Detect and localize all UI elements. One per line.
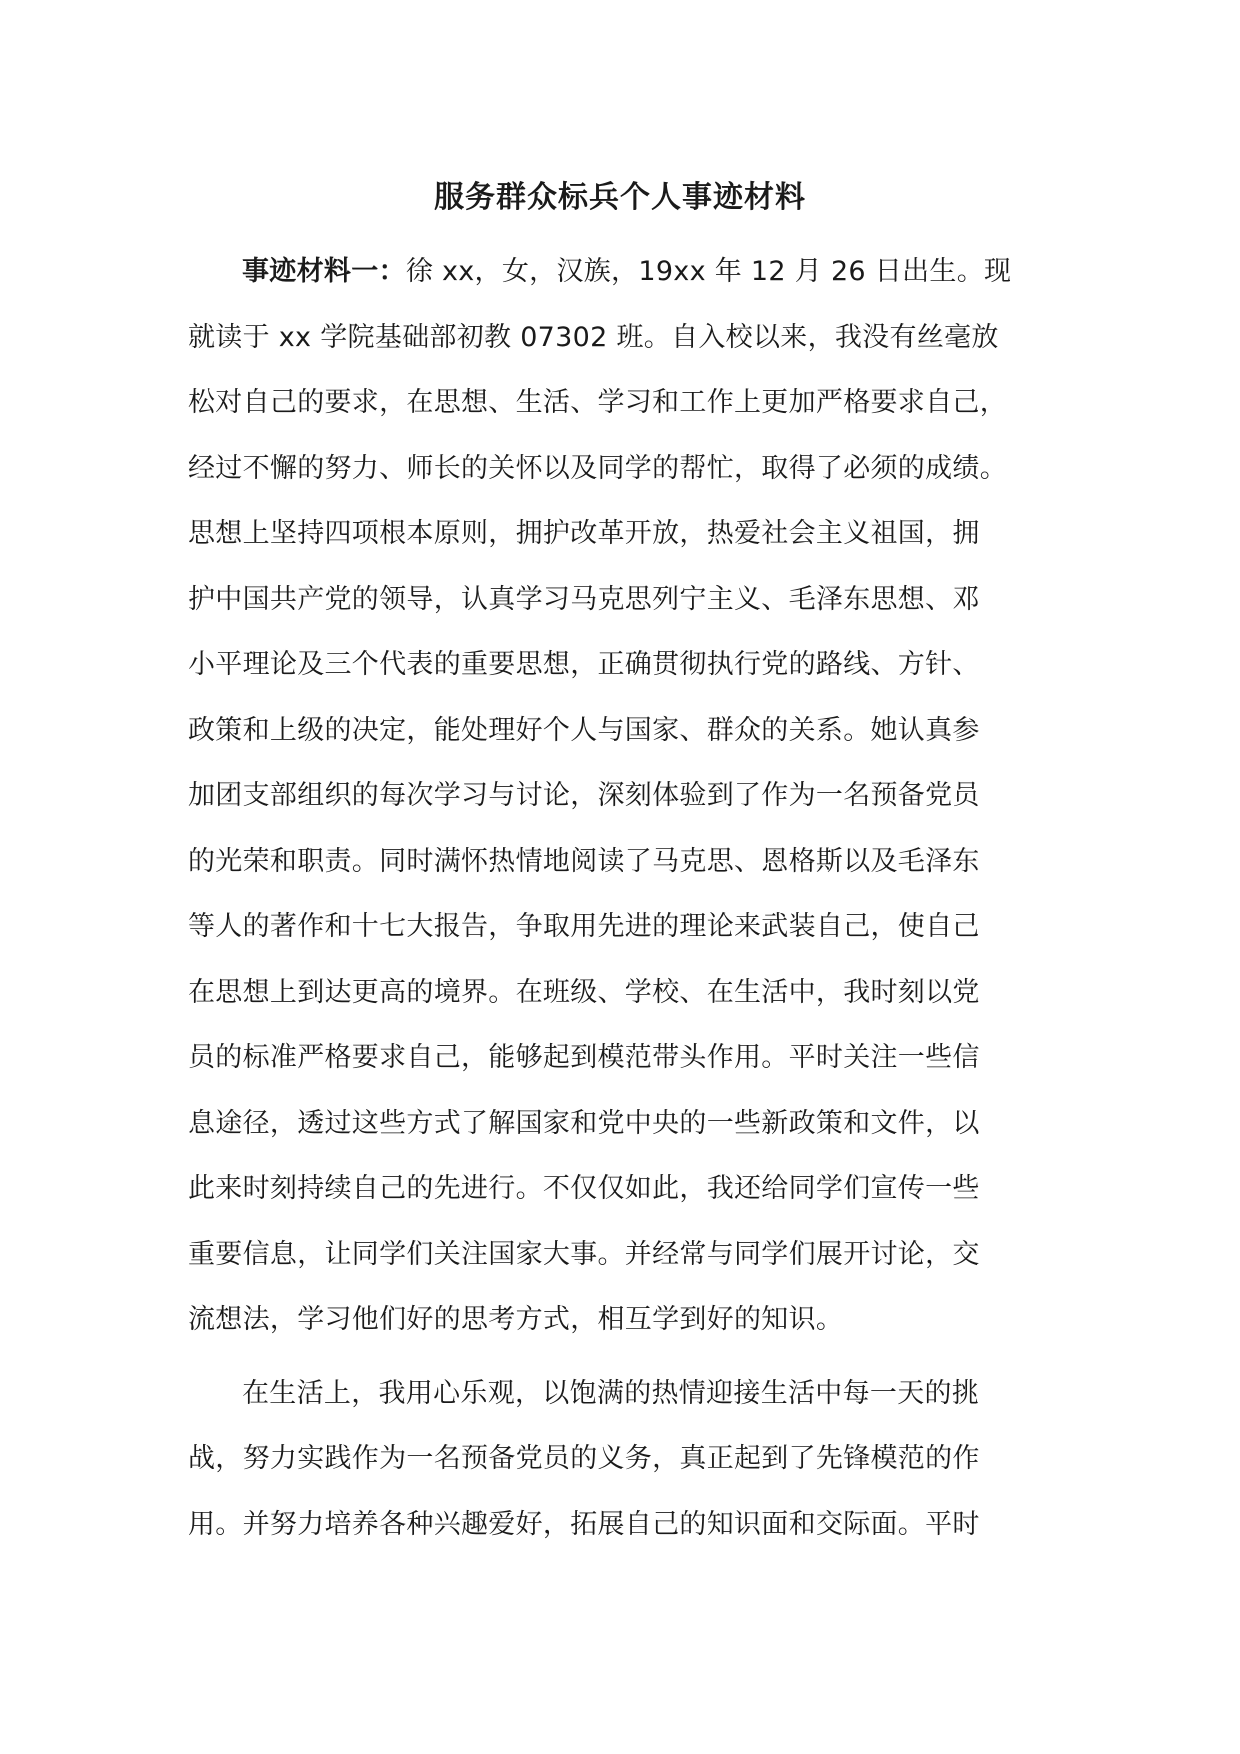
paragraph-line: 等人的著作和十七大报告，争取用先进的理论来武装自己，使自己	[188, 911, 980, 942]
paragraph-line: 流想法，学习他们好的思考方式，相互学到好的知识。	[188, 1304, 844, 1335]
paragraph-line: 小平理论及三个代表的重要思想，正确贯彻执行党的路线、方针、	[188, 649, 980, 680]
paragraph-line	[188, 250, 1078, 316]
paragraph-spacer	[188, 1364, 1078, 1372]
paragraph-line: 就读于 xx 学院基础部初教 07302 班。自入校以来，我没有丝毫放	[188, 321, 999, 353]
paragraph-line: 思想上坚持四项根本原则，拥护改革开放，热爱社会主义祖国，拥	[188, 518, 980, 549]
paragraph-line: 加团支部组织的每次学习与讨论，深刻体验到了作为一名预备党员	[188, 780, 980, 811]
paragraph-lead: 事迹材料一：	[242, 256, 406, 287]
paragraph-line: 战，努力实践作为一名预备党员的义务，真正起到了先锋模范的作	[188, 1443, 980, 1474]
paragraph-line: 松对自己的要求，在思想、生活、学习和工作上更加严格要求自己，	[188, 387, 1007, 418]
paragraph-line-text: 徐 xx，女，汉族，19xx 年 12 月 26 日出生。现	[405, 256, 1012, 287]
paragraph-line: 在生活上，我用心乐观，以饱满的热情迎接生活中每一天的挑	[242, 1377, 980, 1409]
paragraph-line: 的光荣和职责。同时满怀热情地阅读了马克思、恩格斯以及毛泽东	[188, 845, 980, 877]
paragraph-2	[188, 1372, 1078, 1569]
paragraph-line: 护中国共产党的领导，认真学习马克思列宁主义、毛泽东思想、邓	[188, 583, 980, 615]
paragraph-line: 息途径，透过这些方式了解国家和党中央的一些新政策和文件，以	[188, 1107, 980, 1139]
paragraph-1	[188, 250, 1078, 1364]
paragraph-line: 用。并努力培养各种兴趣爱好，拓展自己的知识面和交际面。平时	[188, 1508, 980, 1540]
paragraph-line: 在思想上到达更高的境界。在班级、学校、在生活中，我时刻以党	[188, 976, 980, 1008]
paragraph-line: 重要信息，让同学们关注国家大事。并经常与同学们展开讨论，交	[188, 1238, 980, 1270]
paragraph-line: 此来时刻持续自己的先进行。不仅仅如此，我还给同学们宣传一些	[188, 1173, 980, 1204]
paragraph-line: 经过不懈的努力、师长的关怀以及同学的帮忙，取得了必须的成绩。	[188, 452, 1007, 484]
document-body	[188, 250, 1078, 1568]
paragraph-line: 员的标准严格要求自己，能够起到模范带头作用。平时关注一些信	[188, 1042, 980, 1073]
document-title: 服务群众标兵个人事迹材料	[434, 180, 806, 215]
paragraph-line: 政策和上级的决定，能处理好个人与国家、群众的关系。她认真参	[188, 714, 980, 746]
